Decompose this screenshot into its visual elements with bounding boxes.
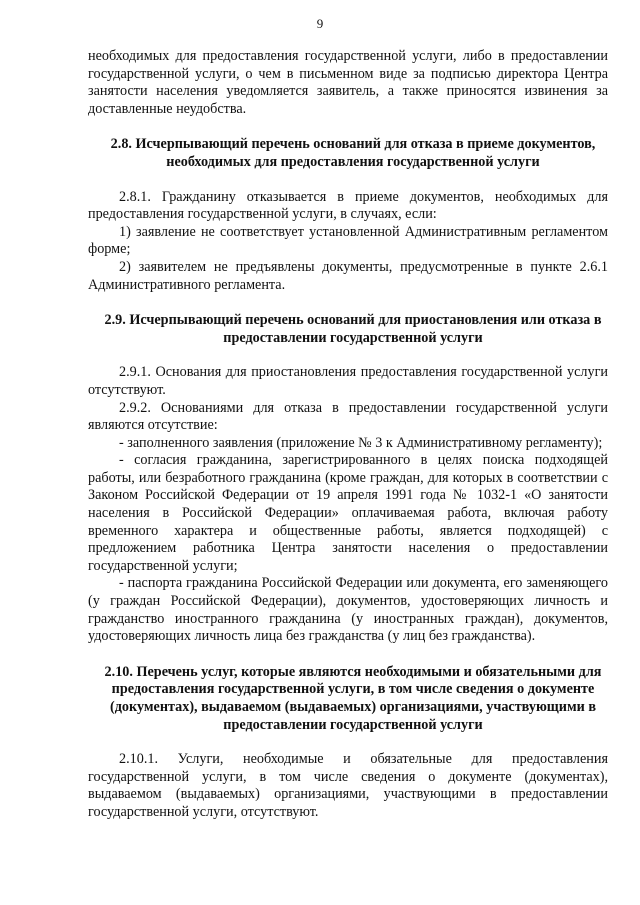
document-body	[88, 48, 608, 822]
section-2-9-paragraph-4: - согласия гражданина, зарегистрированного в целях поиска подходящей работы, или безработного гражданина (кроме граждан, для которых в соответствии с Законом Российской Федерации от 19 апреля 1991 года № 1032-1 «О занятости населения в Российской Федерации» оплачиваемая работа, включая работу временного характера и общественные работы, является подходящей) с предложением работника Центра занятости населения о предоставлении государственной услуги;	[88, 452, 608, 574]
section-2-9-paragraph-1: 2.9.1. Основания для приостановления предоставления государственной услуги отсутствуют.	[88, 364, 608, 398]
section-2-9-paragraph-2: 2.9.2. Основаниями для отказа в предоставлении государственной услуги являются отсутствие:	[88, 399, 608, 434]
section-2-8-paragraph-2: 1) заявление не соответствует установленной Административным регламентом форме;	[88, 223, 608, 258]
section-2-10-heading: 2.10. Перечень услуг, которые являются необходимыми и обязательными для предоставления государственной услуги, в том числе сведения о документе (документах), выдаваемом (выдаваемых) организациями, участвующими в предоставлении государственной услуги	[104, 663, 602, 733]
section-2-9-heading: 2.9. Исчерпывающий перечень оснований для приостановления или отказа в предоставлении государственной услуги	[104, 312, 602, 346]
page-number: 9	[316, 16, 324, 31]
section-2-8-heading: 2.8. Исчерпывающий перечень оснований для отказа в приеме документов, необходимых для предоставления государственной услуги	[110, 136, 596, 170]
intro-paragraph: необходимых для предоставления государственной услуги, либо в предоставлении государственной услуги, о чем в письменном виде за подписью директора Центра занятости населения уведомляется заявитель, а также приносятся извинения за доставленные неудобства.	[88, 48, 608, 117]
section-2-8-paragraph-1: 2.8.1. Гражданину отказывается в приеме документов, необходимых для предоставления государственной услуги, в случаях, если:	[88, 188, 608, 223]
section-2-10-paragraph-1: 2.10.1. Услуги, необходимые и обязательные для предоставления государственной услуги, в том числе сведения о документе (документах), выдаваемом (выдаваемых) организациями, участвующими в предоставлении государственной услуги, отсутствуют.	[88, 751, 608, 820]
section-2-9-paragraph-3: - заполненного заявления (приложение № 3 к Административному регламенту);	[119, 434, 603, 451]
section-2-9-paragraph-5: - паспорта гражданина Российской Федерации или документа, его заменяющего (у граждан Российской Федерации), документов, удостоверяющих личность и гражданство иностранного гражданина (у иностранных граждан), документов, удостоверяющих личность лица без гражданства (у лиц без гражданства).	[88, 575, 608, 645]
section-2-8-paragraph-3: 2) заявителем не предъявлены документы, предусмотренные в пункте 2.6.1 Административного регламента.	[88, 258, 608, 293]
